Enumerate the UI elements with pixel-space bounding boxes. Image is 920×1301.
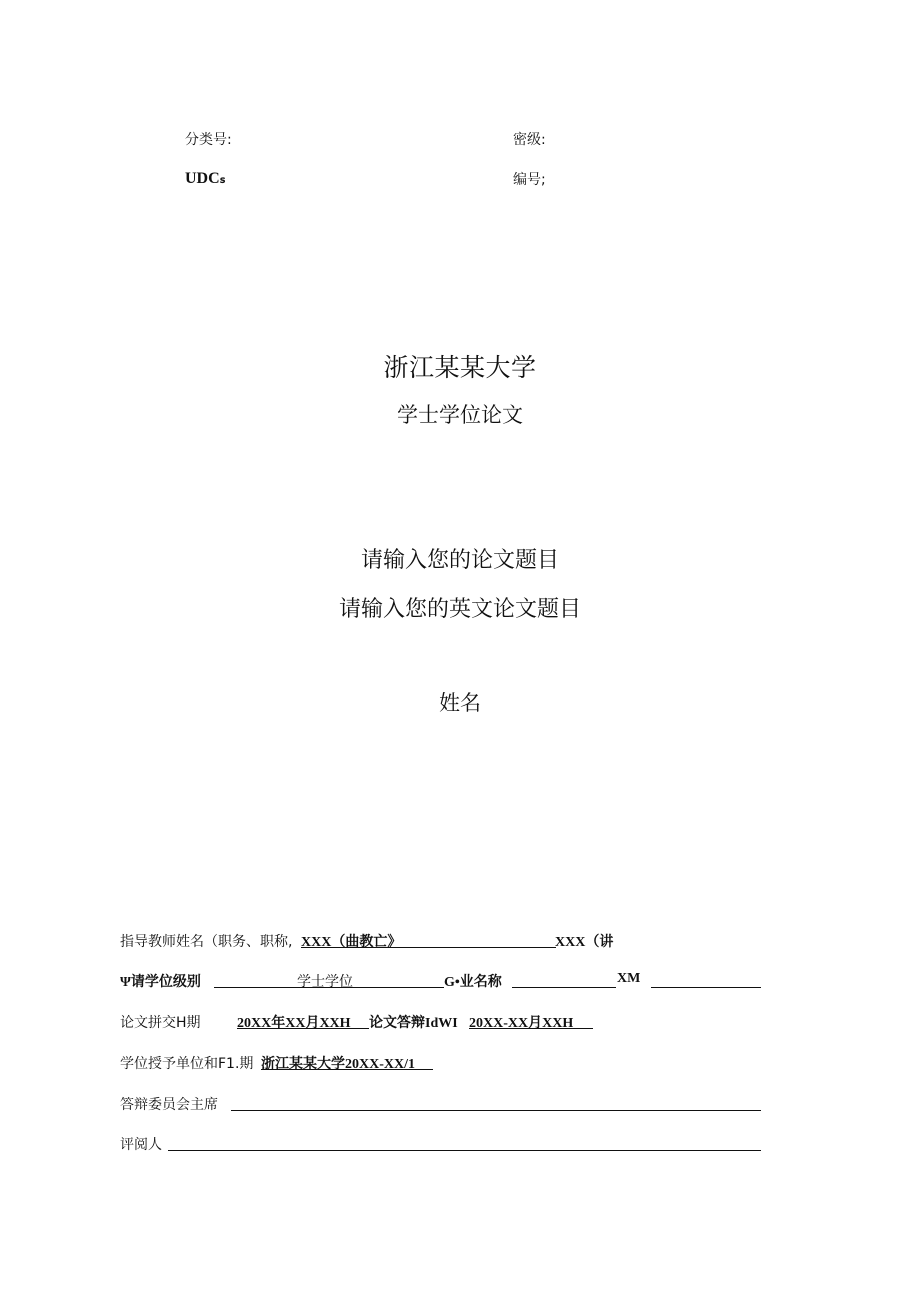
major-underline-left [512, 987, 616, 988]
committee-chair-label: 答辩委员会主席 [120, 1097, 218, 1113]
advisor-label: 指导教师姓名（职务、职称, [120, 934, 293, 950]
advisor-value-2: XXX（讲 [555, 935, 614, 950]
reviewer-underline [168, 1150, 761, 1151]
submit-label: 论文拼交H期 [120, 1015, 201, 1031]
serial-label: 编号; [513, 172, 546, 188]
major-underline-right [651, 987, 761, 988]
major-value: XM [617, 971, 641, 986]
degree-level-label: Ψ请学位级别 [120, 975, 201, 990]
degree-type: 学士学位论文 [397, 403, 523, 427]
major-label: G•业名称 [444, 975, 502, 990]
thesis-title-cn: 请输入您的论文题目 [360, 548, 559, 573]
defense-label: 论文答辩IdWI [369, 1016, 458, 1031]
reviewer-label: 评阅人 [120, 1137, 162, 1153]
advisor-value-1: XXX（曲教亡》 [301, 935, 402, 950]
classification-label: 分类号: [185, 132, 232, 148]
thesis-title-en: 请输入您的英文论文题目 [338, 597, 581, 622]
defense-value: 20XX-XX月XXH [469, 1016, 574, 1031]
university-name: 浙江某某大学 [383, 353, 537, 382]
grant-label: 学位授予单位和F1.期 [120, 1056, 254, 1072]
defense-underline [469, 1028, 593, 1029]
grant-underline [261, 1069, 433, 1070]
degree-level-value: 学士学位 [297, 974, 353, 990]
committee-chair-underline [231, 1110, 761, 1111]
submit-underline [237, 1028, 369, 1029]
udc-label: UDCₛ [185, 170, 226, 187]
submit-value: 20XX年XX月XXH [237, 1016, 351, 1031]
author-name: 姓名 [439, 691, 481, 715]
secret-level-label: 密级: [513, 132, 546, 148]
advisor-underline [301, 947, 556, 948]
grant-value: 浙江某某大学20XX-XX/1 [261, 1057, 415, 1072]
